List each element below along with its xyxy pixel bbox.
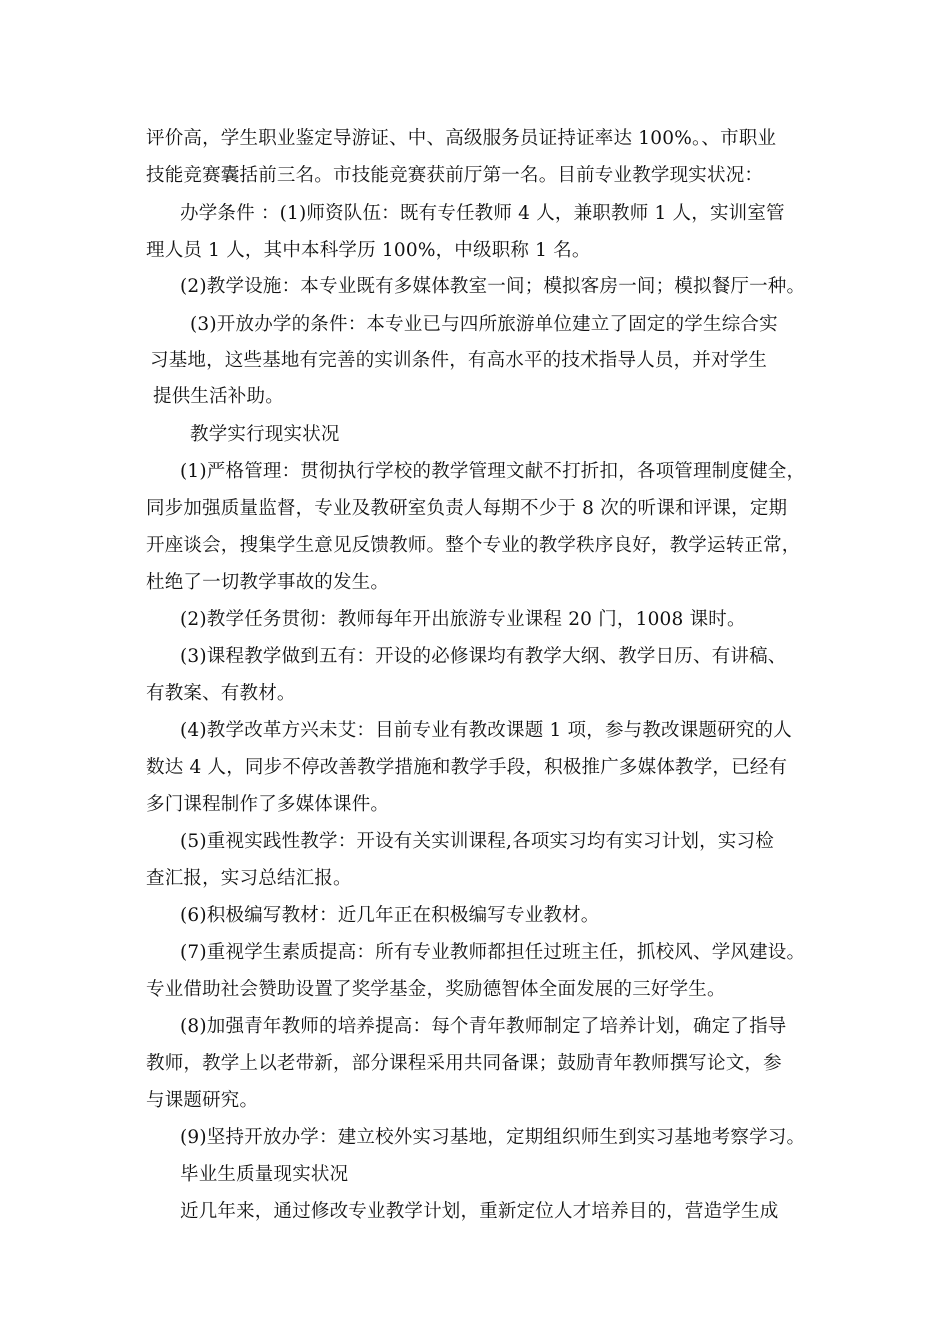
text-line: (9)坚持开放办学：建立校外实习基地，定期组织师生到实习基地考察学习。 bbox=[180, 1127, 806, 1148]
text-line: 习基地，这些基地有完善的实训条件，有高水平的技术指导人员，并对学生 bbox=[150, 350, 768, 371]
text-line: (1)严格管理：贯彻执行学校的教学管理文献不打折扣，各项管理制度健全， bbox=[180, 461, 806, 482]
text-line: (5)重视实践性教学：开设有关实训课程,各项实习均有实习计划，实习检 bbox=[180, 831, 774, 852]
text-line: 近几年来，通过修改专业教学计划，重新定位人才培养目的，营造学生成 bbox=[180, 1201, 779, 1222]
text-line: 提供生活补助。 bbox=[153, 386, 284, 407]
text-line: 查汇报，实习总结汇报。 bbox=[146, 868, 352, 889]
text-line: 多门课程制作了多媒体课件。 bbox=[146, 794, 390, 815]
text-line: (7)重视学生素质提高：所有专业教师都担任过班主任，抓校风、学风建设。 bbox=[180, 942, 806, 963]
text-line: (4)教学改革方兴未艾：目前专业有教改课题 1 项，参与教改课题研究的人 bbox=[180, 720, 792, 741]
section-heading: 教学实行现实状况 bbox=[190, 424, 340, 445]
section-heading: 毕业生质量现实状况 bbox=[180, 1164, 349, 1185]
text-line: (3)课程教学做到五有：开设的必修课均有教学大纲、教学日历、有讲稿、 bbox=[180, 646, 787, 667]
text-line: 办学条件 ：(1)师资队伍：既有专任教师 4 人，兼职教师 1 人，实训室管 bbox=[180, 203, 785, 224]
text-line: 有教案、有教材。 bbox=[146, 683, 296, 704]
text-line: (8)加强青年教师的培养提高：每个青年教师制定了培养计划，确定了指导 bbox=[180, 1016, 787, 1037]
text-line: 技能竞赛囊括前三名。市技能竞赛获前厅第一名。目前专业教学现实状况： bbox=[146, 165, 764, 186]
text-line: 理人员 1 人，其中本科学历 100%，中级职称 1 名。 bbox=[146, 240, 591, 261]
text-line: 评价高，学生职业鉴定导游证、中、高级服务员证持证率达 100%。、市职业 bbox=[146, 128, 777, 149]
text-line: (6)积极编写教材：近几年正在积极编写专业教材。 bbox=[180, 905, 600, 926]
text-line: 数达 4 人，同步不停改善教学措施和教学手段，积极推广多媒体教学，已经有 bbox=[146, 757, 788, 778]
text-line: 专业借助社会赞助设置了奖学基金，奖励德智体全面发展的三好学生。 bbox=[146, 979, 726, 1000]
text-line: (2)教学设施：本专业既有多媒体教室一间；模拟客房一间；模拟餐厅一种。 bbox=[180, 276, 806, 297]
text-line: (2)教学任务贯彻：教师每年开出旅游专业课程 20 门，1008 课时。 bbox=[180, 609, 746, 630]
text-line: (3)开放办学的条件：本专业已与四所旅游单位建立了固定的学生综合实 bbox=[190, 314, 778, 335]
text-line: 开座谈会，搜集学生意见反馈教师。整个专业的教学秩序良好，教学运转正常， bbox=[146, 535, 801, 556]
text-line: 杜绝了一切教学事故的发生。 bbox=[146, 572, 390, 593]
text-line: 同步加强质量监督，专业及教研室负责人每期不少于 8 次的听课和评课，定期 bbox=[146, 498, 788, 519]
text-line: 与课题研究。 bbox=[146, 1090, 259, 1111]
text-line: 教师，教学上以老带新，部分课程采用共同备课；鼓励青年教师撰写论文，参 bbox=[146, 1053, 782, 1074]
